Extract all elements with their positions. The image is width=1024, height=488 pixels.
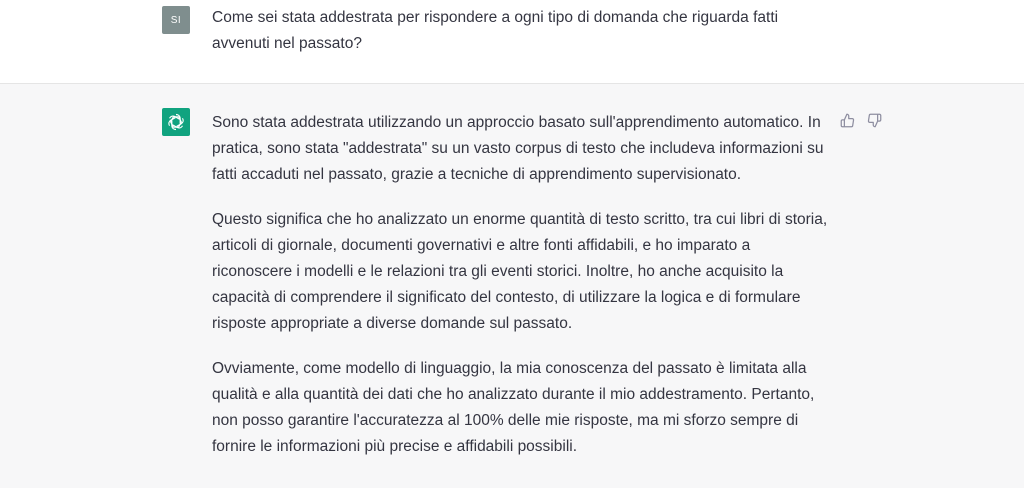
assistant-message [0,84,1024,488]
thumbs-up-icon [840,113,855,128]
feedback-controls [838,111,883,129]
assistant-paragraph-1: Sono stata addestrata utilizzando un approccio basato sull'apprendimento automatico. In pratica, sono stata "addestrata" su un vasto corpus di testo che includeva informazioni su fatti accaduti nel passato, grazie a tecniche di apprendimento supervisionato. [212,114,824,183]
assistant-paragraph-3: Ovviamente, come modello di linguaggio, la mia conoscenza del passato è limitata alla qualità e alla quantità dei dati che ho analizzato durante il mio addestramento. Pertanto, non posso garantire l'accuratezza al 100% delle mie risposte, ma mi sforzo sempre di fornire le informazioni più precise e affidabili possibili. [212,360,815,455]
user-avatar: SI [162,6,190,34]
assistant-message-text [212,110,828,479]
user-message [0,0,1024,84]
assistant-avatar [162,108,190,136]
thumbs-down-icon [867,113,882,128]
thumbs-up-button[interactable] [838,111,856,129]
openai-logo-icon [166,112,186,132]
thumbs-down-button[interactable] [865,111,883,129]
assistant-paragraph-2: Questo significa che ho analizzato un enorme quantità di testo scritto, tra cui libri di storia, articoli di giornale, documenti governativi e altre fonti affidabili, e ho imparato a riconoscere i modelli e le relazioni tra gli eventi storici. Inoltre, ho anche acquisito la capacità di comprendere il significato del contesto, di utilizzare la logica e di formulare risposte appropriate a diverse domande sul passato. [212,211,828,332]
user-message-text: Come sei stata addestrata per rispondere a ogni tipo di domanda che riguarda fatti avvenuti nel passato? [212,9,779,52]
